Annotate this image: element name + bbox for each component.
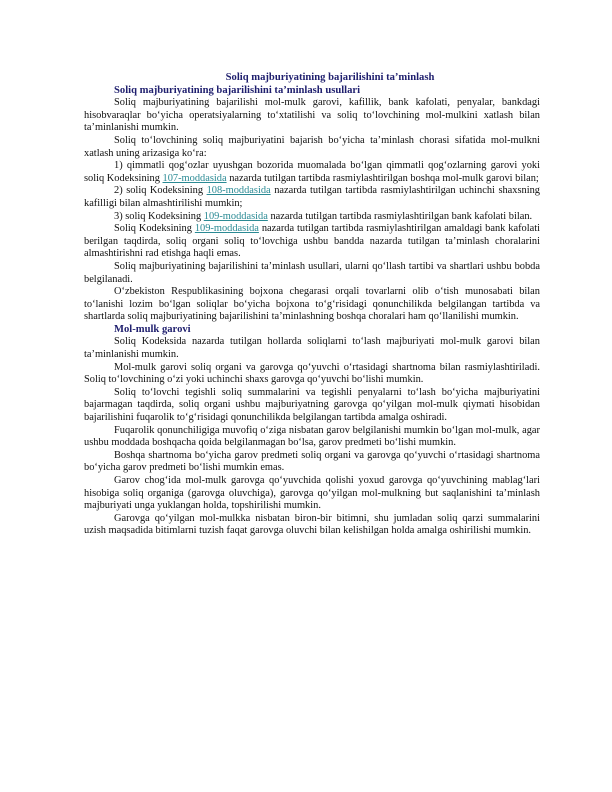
- paragraph-text: 1) qimmatli qog‘ozlar uyushgan bozorida muomalada bo‘lgan qimmatli qog‘ozlarning garovi yoki soliq Kodeksining: [84, 160, 540, 184]
- paragraph: Soliq to‘lovchi tegishli soliq summalarini va tegishli penyalarni to‘lash bo‘yicha majburiyatini bajarmagan taqdirda, soliq organi ushbu majburiyatning garovga qo‘yilgan mol-mulk qiymati hisobidan bajarilishini fuqarolik to‘g‘risidagi qonunchilikda belgilangan tartibda amalga oshiradi.: [84, 386, 540, 424]
- paragraph-text: nazarda tutilgan tartibda rasmiylashtirilgan amaldagi bank kafolati berilgan taqdirda, soliq organi soliq to‘lovchiga ushbu bandda nazarda tutilgan ta’minlash choralarini almashtirishni rad etishga haqli emas.: [84, 223, 540, 260]
- article-link-108[interactable]: 108-moddasida: [206, 185, 271, 197]
- section-heading: Mol-mulk garovi: [114, 323, 191, 335]
- paragraph: [84, 185, 540, 210]
- paragraph: Mol-mulk garovi soliq organi va garovga qo‘yuvchi o‘rtasidagi shartnoma bilan rasmiylashtiriladi. Soliq to‘lovchining o‘zi yoki uchinchi shaxs garovga qo‘yuvchi bo‘lishi mumkin.: [84, 361, 540, 386]
- paragraph-text: nazarda tutilgan tartibda rasmiylashtirilgan uchinchi shaxsning kafilligi bilan almashtirilishi mumkin;: [84, 185, 541, 209]
- paragraph-text: 2) soliq Kodeksining: [114, 185, 207, 197]
- paragraph: [84, 261, 540, 286]
- document-subtitle: Soliq majburiyatining bajarilishini ta’minlash usullari: [114, 84, 361, 96]
- paragraph: [84, 211, 540, 224]
- paragraph: [84, 135, 540, 160]
- paragraph-text: O‘zbekiston Respublikasining bojxona chegarasi orqali tovarlarni olib o‘tish munosabati bilan to‘lanishi lozim bo‘lgan soliqlar bo‘yicha bojxona to‘g‘risidagi qonunchilikda belgilangan tartibda va shartlarda soliq majburiyatining bajarilishini ta’minlashning boshqa choralari ham qo‘llanilishi mumkin.: [84, 286, 540, 323]
- paragraph-text: Soliq majburiyatining bajarilishi mol-mulk garovi, kafillik, bank kafolati, penyalar, bankdagi hisobvaraqlar bo‘yicha operatsiyalarning to‘xtatilishi va soliq to‘lovchining mol-mulkini xatlash bilan ta’minlanishi mumkin.: [84, 97, 540, 134]
- paragraph-text: 3) soliq Kodeksining: [114, 210, 204, 222]
- paragraph-text: Soliq majburiyatining bajarilishini ta’minlash usullari, ularni qo‘llash tartibi va shartlari ushbu bobda belgilanadi.: [84, 260, 540, 285]
- paragraph: [84, 286, 540, 324]
- paragraph: Boshqa shartnoma bo‘yicha garov predmeti soliq organi va garovga qo‘yuvchi o‘rtasidagi shartnoma bo‘yicha garov predmeti bo‘lishi mumkin emas.: [84, 449, 540, 474]
- document-title: Soliq majburiyatining bajarilishini ta’minlash: [225, 72, 435, 83]
- paragraph: [84, 160, 540, 185]
- paragraph-text: Soliq to‘lovchining soliq majburiyatini bajarish bo‘yicha ta’minlash chorasi sifatida mol-mulkni xatlash uning arizasiga ko‘ra:: [84, 134, 540, 159]
- paragraph: Garov chog‘ida mol-mulk garovga qo‘yuvchida qolishi yoxud garovga qo‘yuvchining mablag‘lari hisobiga soliq organiga (garovga oluvchiga), garovga qo‘yilgan mol-mulkning but saqlanishini ta’minlash majburiyati unga yuklangan holda, topshirilishi mumkin.: [84, 475, 540, 512]
- paragraph: Fuqarolik qonunchiligiga muvofiq o‘ziga nisbatan garov belgilanishi mumkin bo‘lgan mol-mulk, agar ushbu moddada boshqacha qoida belgilanmagan bo‘lsa, garov predmeti bo‘lishi mumkin.: [84, 424, 540, 449]
- article-link-109[interactable]: 109-moddasida: [194, 223, 259, 235]
- article-link-107[interactable]: 107-moddasida: [162, 172, 227, 184]
- article-link-109[interactable]: 109-moddasida: [203, 210, 268, 222]
- paragraph: [84, 223, 540, 261]
- paragraph: [84, 97, 540, 135]
- paragraph: Garovga qo‘yilgan mol-mulkka nisbatan biron-bir bitimni, shu jumladan soliq qarzi summalarini uzish maqsadida bitimlarni tuzish faqat garovga oluvchi bilan kelishilgan holda amalga oshirilishi mumkin.: [84, 512, 540, 537]
- paragraph-text: nazarda tutilgan tartibda rasmiylashtirilgan bank kafolati bilan.: [267, 210, 533, 222]
- paragraph-text: nazarda tutilgan tartibda rasmiylashtirilgan boshqa mol-mulk garovi bilan;: [226, 172, 539, 184]
- paragraph-text: Soliq Kodeksining: [114, 223, 195, 235]
- document-page: [84, 72, 540, 538]
- paragraph: Soliq Kodeksida nazarda tutilgan hollarda soliqlarni to‘lash majburiyati mol-mulk garovi bilan ta’minlanishi mumkin.: [84, 336, 540, 361]
